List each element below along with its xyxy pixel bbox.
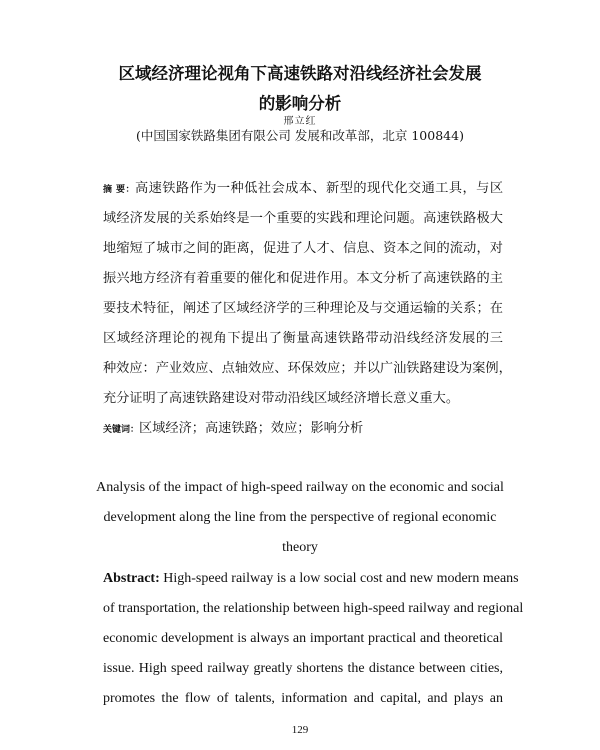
paper-title-line-2: 的影响分析 <box>258 94 342 113</box>
english-title-line-1: Analysis of the impact of high-speed railway on the economic and social <box>96 480 504 495</box>
abstract-cn-line: 振兴地方经济有着重要的催化和促进作用。本文分析了高速铁路的主 <box>103 271 503 286</box>
abstract-en-line <box>103 570 519 588</box>
abstract-en-label: Abstract: <box>103 571 160 586</box>
english-title-line-3: theory <box>282 540 318 555</box>
keywords-cn <box>103 420 503 439</box>
abstract-cn-line: 地缩短了城市之间的距离，促进了人才、信息、资本之间的流动，对 <box>103 241 503 256</box>
abstract-cn-line: 种效应：产业效应、点轴效应、环保效应；并以广汕铁路建设为案例， <box>103 361 512 376</box>
abstract-en-line: of transportation, the relationship between high-speed railway and regional <box>103 601 524 616</box>
affiliation: (中国国家铁路集团有限公司 发展和改革部，北京 100844) <box>136 128 464 143</box>
abstract-cn-line: 要技术特征，阐述了区域经济学的三种理论及与交通运输的关系；在 <box>103 301 503 316</box>
abstract-cn-line: 区域经济理论的视角下提出了衡量高速铁路带动沿线经济发展的三 <box>103 331 503 346</box>
abstract-en-text: High-speed railway is a low social cost and new modern means <box>163 571 519 586</box>
abstract-cn-line: 充分证明了高速铁路建设对带动沿线区域经济增长意义重大。 <box>103 391 460 406</box>
paper-title-line-1: 区域经济理论视角下高速铁路对沿线经济社会发展 <box>118 64 482 83</box>
abstract-cn-line <box>103 180 503 199</box>
abstract-cn-text: 高速铁路作为一种低社会成本、新型的现代化交通工具，与区 <box>134 181 504 196</box>
abstract-en-line: issue. High speed railway greatly shortens the distance between cities, <box>103 661 503 676</box>
page-number: 129 <box>291 724 309 736</box>
keywords-cn-label: 关键词： <box>103 425 140 435</box>
author: 邢立红 <box>283 116 317 127</box>
abstract-en-line: promotes the flow of talents, information and capital, and plays an <box>103 691 503 706</box>
keywords-cn-text: 区域经济；高速铁路；效应；影响分析 <box>139 421 364 436</box>
english-title-line-2: development along the line from the perspective of regional economic <box>103 510 497 525</box>
abstract-cn-label: 摘 要： <box>103 185 135 195</box>
abstract-cn-line: 域经济发展的关系始终是一个重要的实践和理论问题。高速铁路极大 <box>103 211 503 226</box>
abstract-en-line: economic development is always an important practical and theoretical <box>103 631 503 646</box>
